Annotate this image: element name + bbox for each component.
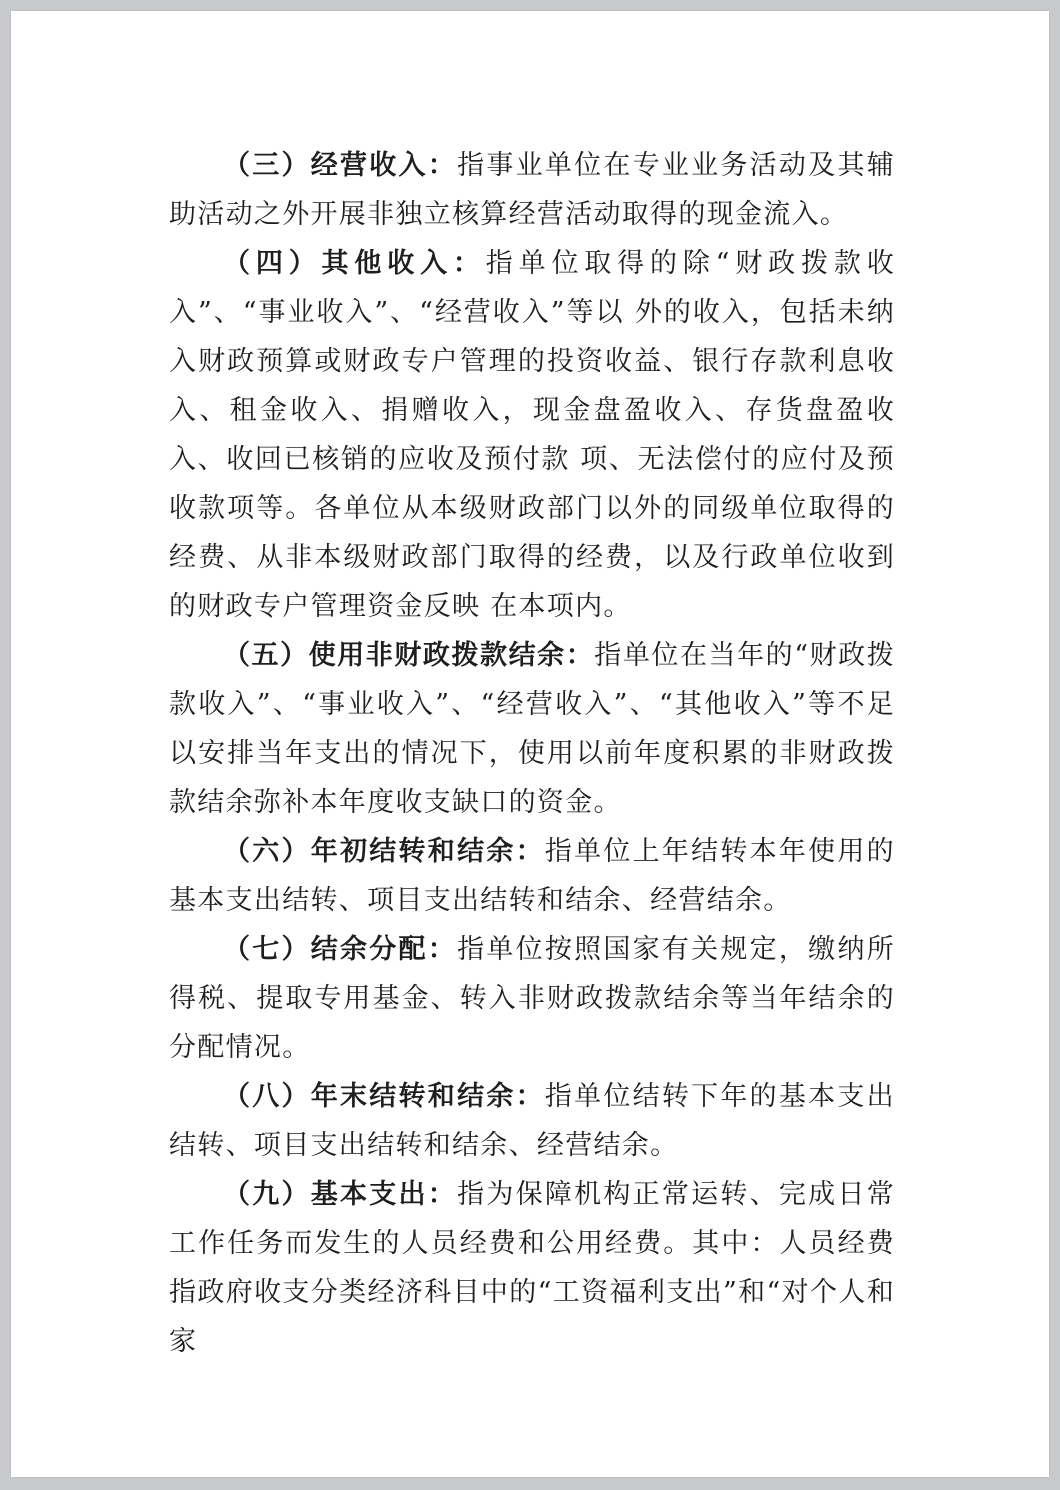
paragraph-basic-expenditure xyxy=(169,1170,895,1366)
paragraph-text: 指事业单位在专业业务活动及其辅助活动之外开展非独立核算经营活动取得的现金流入。 xyxy=(169,150,896,230)
paragraph-text: 指单位按照国家有关规定，缴纳所得税、提取专用基金、转入非财政拨款结余等当年结余的分配情况。 xyxy=(169,934,896,1063)
document-body xyxy=(169,141,895,1366)
paragraph-heading: （七）结余分配： xyxy=(223,934,458,965)
paragraph-heading: （六）年初结转和结余： xyxy=(223,836,545,867)
paragraph-opening-carryover xyxy=(169,827,895,925)
paragraph-operating-income xyxy=(169,141,895,239)
paragraph-heading: （九）基本支出： xyxy=(223,1179,458,1210)
paragraph-heading: （五）使用非财政拨款结余： xyxy=(223,640,595,671)
paragraph-text: 指单位上年结转本年使用的基本支出结转、项目支出结转和结余、经营结余。 xyxy=(169,836,895,916)
paragraph-text: 指为保障机构正常运转、完成日常工作任务而发生的人员经费和公用经费。其中：人员经费指政府收支分类经济科目中的“工资福利支出”和“对个人和家 xyxy=(169,1179,896,1357)
paragraph-other-income xyxy=(169,239,895,631)
paragraph-surplus-distribution xyxy=(169,925,895,1072)
paragraph-text: 指单位结转下年的基本支出结转、项目支出结转和结余、经营结余。 xyxy=(169,1081,895,1161)
paragraph-heading: （八）年末结转和结余： xyxy=(223,1081,545,1112)
paragraph-heading: （四）其他收入： xyxy=(223,248,486,279)
document-page xyxy=(11,11,1049,1477)
paragraph-text: 指单位在当年的“财政拨款收入”、“事业收入”、“经营收入”、“其他收入”等不足以安排当年支出的情况下，使用以前年度积累的非财政拨款结余弥补本年度收支缺口的资金。 xyxy=(169,640,896,818)
paragraph-closing-carryover xyxy=(169,1072,895,1170)
paragraph-text: 指单位取得的除“财政拨款收入”、“事业收入”、“经营收入”等以 外的收入，包括未纳入财政预算或财政专户管理的投资收益、银行存款利息收入、租金收入、捐赠收入，现金盘盈收入、存货盘盈收入、收回已核销的应收及预付款 项、无法偿付的应付及预收款项等。各单位从本级财政部门以外的同级单位取得的经费、从非本级财政部门取得的经费，以及行政单位收到的财政专户管理资金反映 在本项内。 xyxy=(169,248,896,622)
paragraph-non-fiscal-surplus-use xyxy=(169,631,895,827)
paragraph-heading: （三）经营收入： xyxy=(223,150,458,181)
